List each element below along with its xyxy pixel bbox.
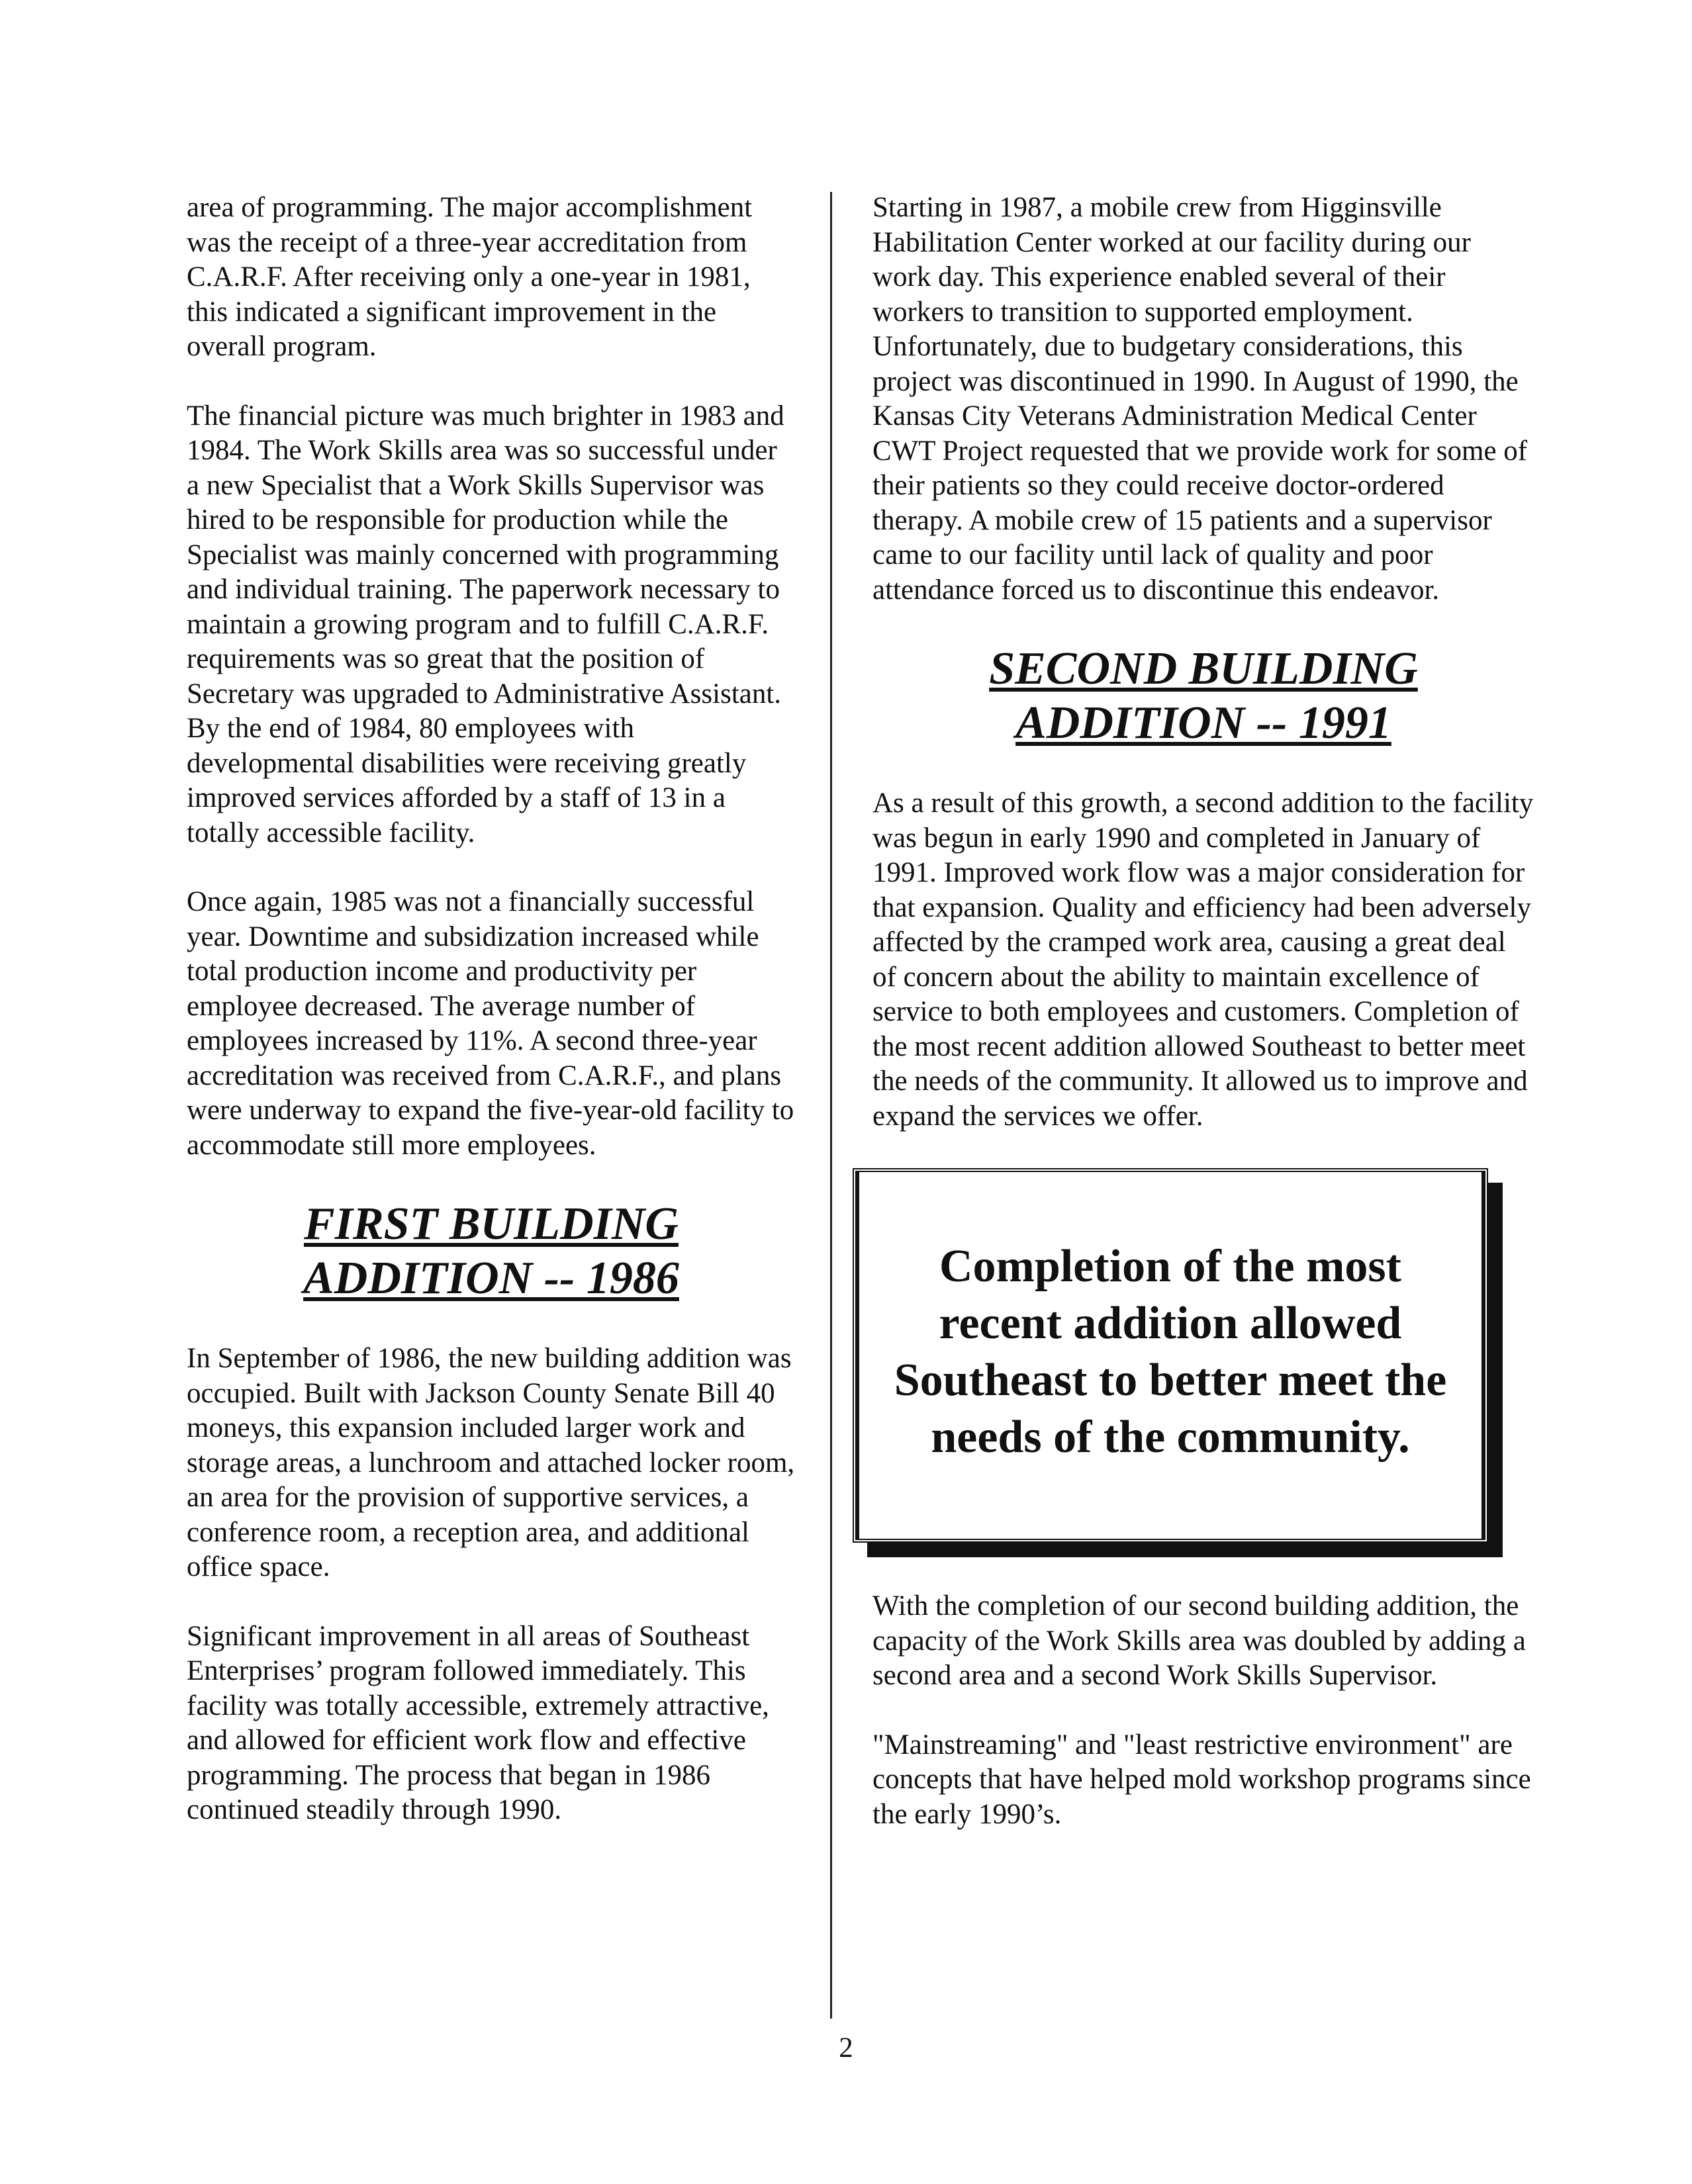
paragraph: The financial picture was much brighter in 1983 and 1984. The Work Skills area was so successful under a new Specialist that a Work Skills Supervisor was hired to be responsible for production while the Specialist was mainly concerned with programming and individual training. The paperwork necessary to maintain a growing program and to fulfill C.A.R.F. requirements was so great that the position of Secretary was upgraded to Administrative Assistant. By the end of 1984, 80 employees with developmental disabilities were receiving greatly improved services afforded by a staff of 13 in a totally accessible facility.	[187, 400, 784, 848]
paragraph: With the completion of our second building addition, the capacity of the Work Skills area was doubled by adding a second area and a second Work Skills Supervisor.	[872, 1590, 1526, 1691]
right-column	[872, 191, 1534, 1866]
section-heading-first-addition	[187, 1197, 796, 1306]
page-number: 2	[839, 2032, 853, 2064]
pull-quote-text: Completion of the most recent addition allowed Southeast to better meet the needs of the community.	[894, 1241, 1447, 1463]
paragraph: In September of 1986, the new building addition was occupied. Built with Jackson County Senate Bill 40 moneys, this expansion included larger work and storage areas, a lunchroom and attached locker room, an area for the provision of supportive services, a conference room, a reception area, and additional office space.	[187, 1343, 795, 1582]
heading-line: ADDITION -- 1991	[1015, 698, 1391, 749]
paragraph: Significant improvement in all areas of Southeast Enterprises’ program followed immediately. This facility was totally accessible, extremely attractive, and allowed for efficient work flow and effective programming. The process that began in 1986 continued steadily through 1990.	[187, 1620, 769, 1825]
pull-quote-box	[853, 1168, 1488, 1543]
paragraph: area of programming. The major accomplishment was the receipt of a three-year accreditation from C.A.R.F. After receiving only a one-year in 1981, this indicated a significant improvement in the overall program.	[187, 192, 753, 362]
paragraph: Starting in 1987, a mobile crew from Higginsville Habilitation Center worked at our facility during our work day. This experience enabled several of their workers to transition to supported employment. Unfortunately, due to budgetary considerations, this project was discontinued in 1990. In August of 1990, the Kansas City Veterans Administration Medical Center CWT Project requested that we provide work for some of their patients so they could receive doctor-ordered therapy. A mobile crew of 15 patients and a supervisor came to our facility until lack of quality and poor attendance forced us to discontinue this endeavor.	[872, 192, 1528, 606]
heading-line: FIRST BUILDING	[304, 1199, 679, 1250]
paragraph: As a result of this growth, a second addition to the facility was begun in early 1990 and completed in January of 1991. Improved work flow was a major consideration for that expansion. Quality and efficiency had been adversely affected by the cramped work area, causing a great deal of concern about the ability to maintain excellence of service to both employees and customers. Completion of the most recent addition allowed Southeast to better meet the needs of the community. It allowed us to improve and expand the services we offer.	[872, 788, 1534, 1132]
paragraph: Once again, 1985 was not a financially successful year. Downtime and subsidization increased while total production income and productivity per employee decreased. The average number of employees increased by 11%. A second three-year accreditation was received from C.A.R.F., and plans were underway to expand the five-year-old facility to accommodate still more employees.	[187, 886, 794, 1161]
left-column	[187, 191, 796, 1862]
heading-line: SECOND BUILDING	[989, 643, 1418, 694]
paragraph: "Mainstreaming" and "least restrictive environment" are concepts that have helped mold workshop programs since the early 1990’s.	[872, 1729, 1531, 1830]
section-heading-second-addition	[872, 642, 1534, 751]
heading-line: ADDITION -- 1986	[303, 1253, 679, 1304]
column-divider	[830, 192, 832, 2019]
